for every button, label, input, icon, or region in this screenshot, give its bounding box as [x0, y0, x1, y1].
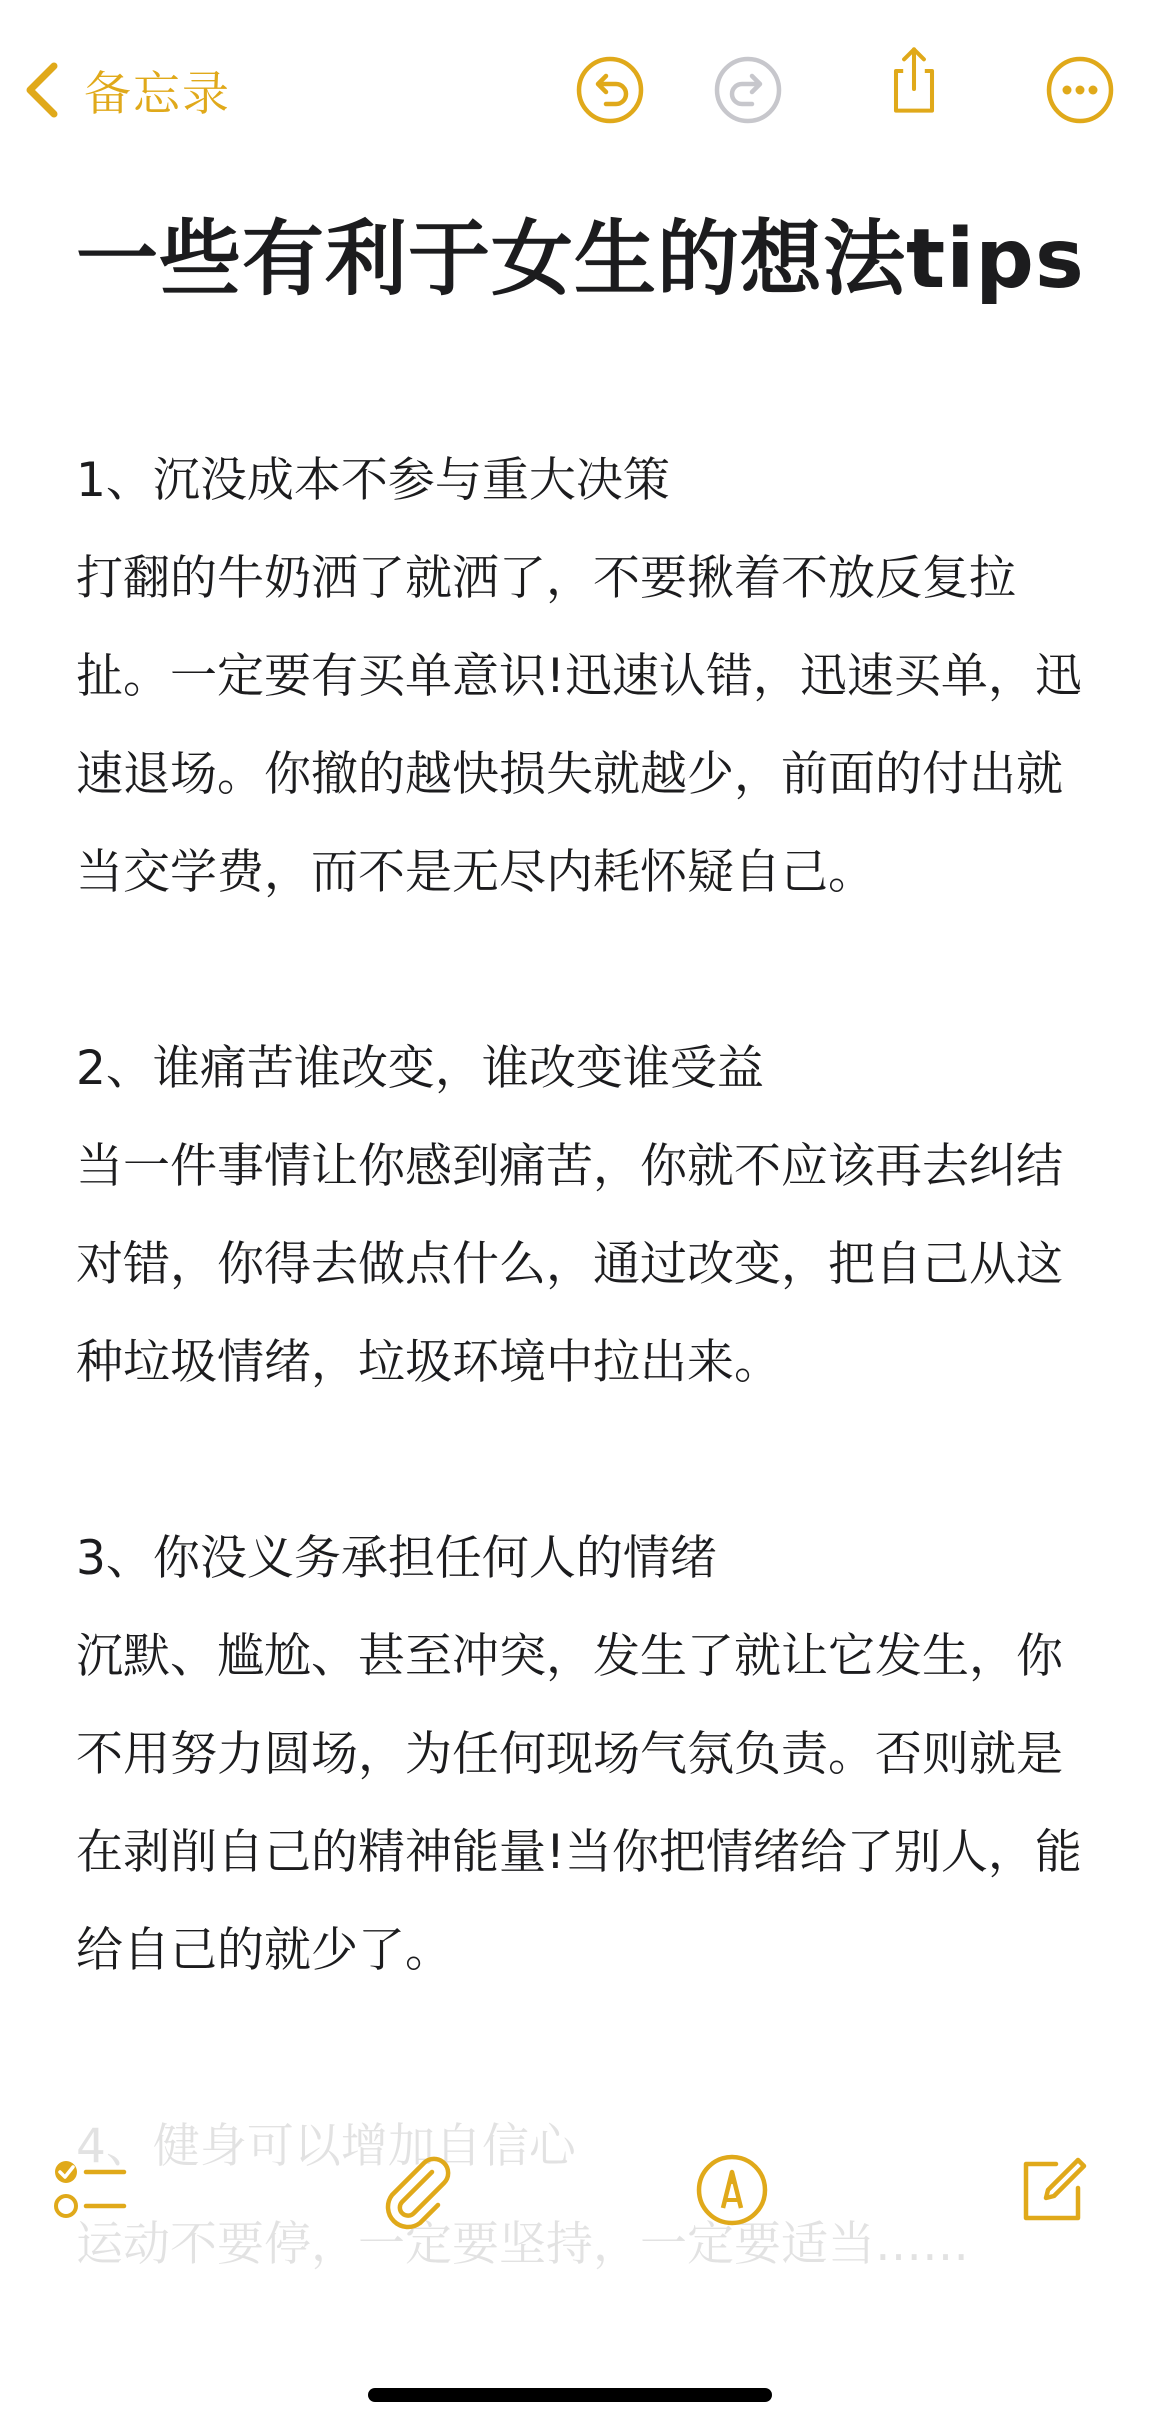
compose-icon: [1012, 2150, 1092, 2230]
redo-icon: [712, 54, 784, 126]
markup-button[interactable]: [692, 2150, 772, 2230]
markup-pen-icon: [692, 2150, 772, 2230]
note-content[interactable]: [76, 200, 1096, 2392]
note-section: [76, 1020, 1096, 1412]
home-indicator[interactable]: [368, 2388, 772, 2402]
section-heading: 3、你没义务承担任何人的情绪: [76, 1531, 717, 1586]
compose-button[interactable]: [1012, 2150, 1092, 2230]
attachment-button[interactable]: [376, 2150, 456, 2230]
section-heading: 1、沉没成本不参与重大决策: [76, 453, 670, 508]
undo-button[interactable]: [574, 54, 646, 126]
note-body: [76, 432, 1096, 2294]
section-body: 运动不要停，一定要坚持，一定要适当……: [76, 2217, 969, 2272]
back-button[interactable]: [22, 52, 231, 128]
checklist-icon: [50, 2150, 130, 2230]
section-heading: 4、健身可以增加自信心: [76, 2119, 576, 2174]
section-body: 当一件事情让你感到痛苦，你就不应该再去纠结对错，你得去做点什么，通过改变，把自己从这种垃圾情绪，垃圾环境中拉出来。: [76, 1139, 1063, 1390]
paperclip-icon: [376, 2150, 456, 2230]
chevron-left-icon: [22, 60, 62, 120]
back-label: 备忘录: [84, 66, 231, 122]
note-title: 一些有利于女生的想法tips: [76, 212, 1085, 307]
navigation-bar: [0, 0, 1170, 180]
section-body: 沉默、尴尬、甚至冲突，发生了就让它发生，你不用努力圆场，为任何现场气氛负责。否则就是在剥削自己的精神能量!当你把情绪给了别人，能给自己的就少了。: [76, 1629, 1082, 1978]
checklist-button[interactable]: [50, 2150, 130, 2230]
more-icon: [1044, 54, 1116, 126]
redo-button[interactable]: [712, 54, 784, 126]
section-heading: 2、谁痛苦谁改变，谁改变谁受益: [76, 1041, 764, 1096]
share-button[interactable]: [878, 44, 950, 116]
more-button[interactable]: [1044, 54, 1116, 126]
section-body: 打翻的牛奶洒了就洒了，不要揪着不放反复拉扯。一定要有买单意识!迅速认错，迅速买单，迅速退场。你撤的越快损失就越少，前面的付出就当交学费，而不是无尽内耗怀疑自己。: [76, 551, 1082, 900]
note-section: [76, 1510, 1096, 2000]
share-icon: [878, 44, 950, 116]
bottom-toolbar: [0, 2120, 1170, 2260]
undo-icon: [574, 54, 646, 126]
note-section: [76, 432, 1096, 922]
